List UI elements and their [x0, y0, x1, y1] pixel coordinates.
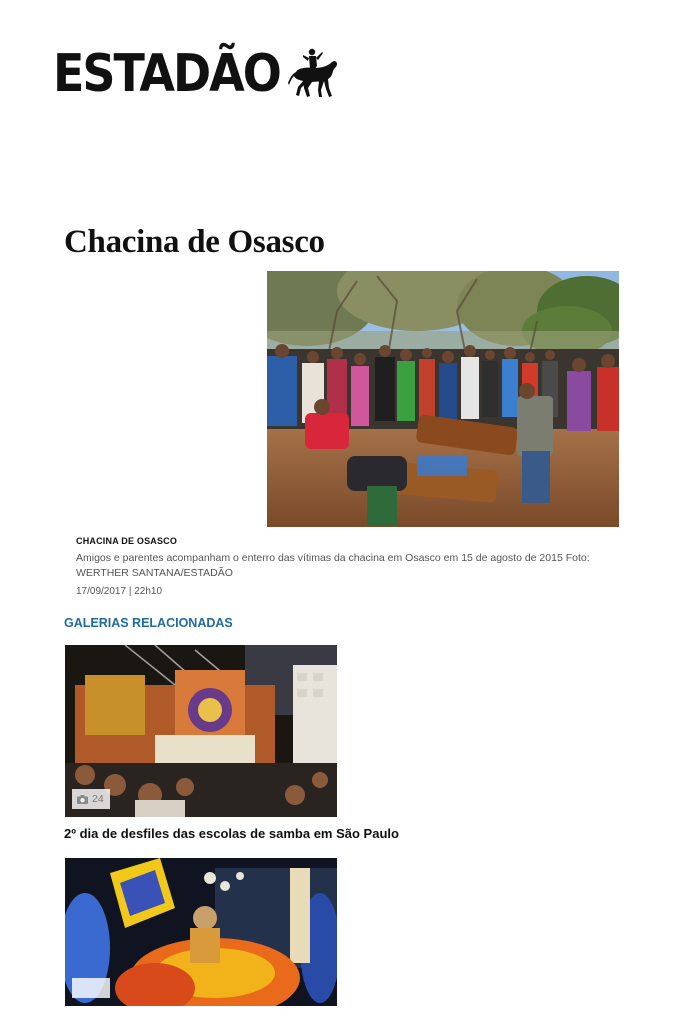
publish-date: 17/09/2017 | 22h10 — [76, 586, 163, 597]
camera-icon — [77, 795, 88, 804]
caption-text: Amigos e parentes acompanham o enterro das vítimas da chacina em Osasco em 15 de agosto de 2015 Foto: WERTHER SANTANA/ESTADÃO — [76, 552, 590, 579]
gallery-thumbnail[interactable] — [65, 858, 337, 1006]
page-title: Chacina de Osasco — [64, 224, 325, 260]
photo-count: 24 — [92, 793, 104, 805]
site-logo[interactable] — [53, 42, 340, 103]
gallery-thumbnail[interactable] — [65, 645, 337, 817]
photo-count-badge — [72, 978, 110, 998]
photo-count-badge — [72, 789, 110, 809]
gallery-title[interactable]: 2º dia de desfiles das escolas de samba em São Paulo — [64, 826, 399, 841]
horseman-icon — [288, 46, 340, 100]
funeral-photo — [267, 271, 619, 527]
related-galleries-heading: GALERIAS RELACIONADAS — [64, 616, 233, 630]
main-photo[interactable] — [267, 271, 619, 527]
caption-title: CHACINA DE OSASCO — [76, 536, 178, 546]
logo-text: ESTADÃO — [53, 42, 280, 103]
